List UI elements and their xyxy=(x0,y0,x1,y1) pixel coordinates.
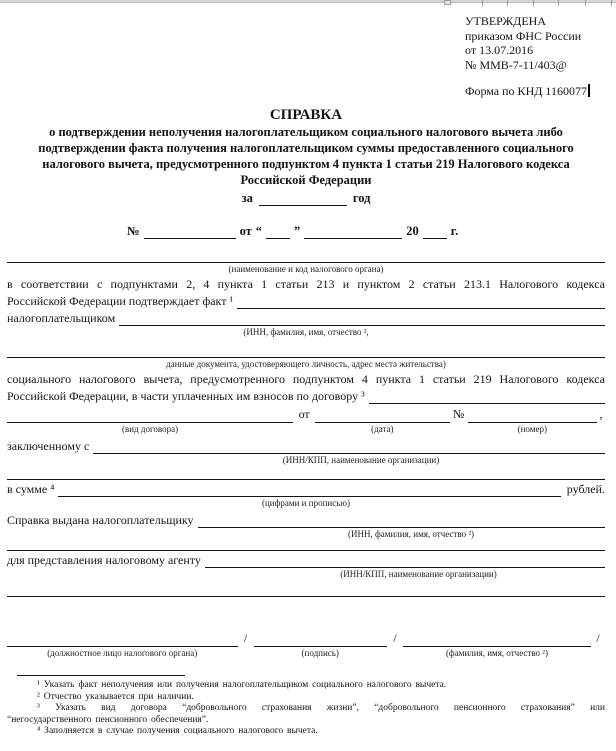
footnote-3-continued: “негосударственного пенсионного обеспечения”. xyxy=(7,714,209,725)
century: 20 xyxy=(406,224,419,238)
contract-row xyxy=(7,406,605,423)
approval-line: приказом ФНС России xyxy=(465,28,582,43)
caption-sum: (цифрами и прописью) xyxy=(261,498,351,508)
field-year2[interactable] xyxy=(423,226,447,239)
gridline-tick xyxy=(482,0,483,6)
agent-label: для представления налоговому агенту xyxy=(7,553,201,567)
number-ot: от xyxy=(239,224,252,238)
approval-line: УТВЕРЖДЕНА xyxy=(465,14,547,28)
sum-suffix: рублей. xyxy=(566,482,605,496)
field-organization[interactable] xyxy=(93,440,605,454)
sum-label: в сумме ⁴ xyxy=(7,482,55,496)
year-row xyxy=(7,190,605,206)
number-sign: № xyxy=(127,224,140,238)
field-extra-line[interactable] xyxy=(7,472,605,480)
field-tax-org[interactable] xyxy=(7,253,605,263)
approval-line: от 13.07.2016 xyxy=(465,43,534,57)
field-fullname[interactable] xyxy=(403,632,591,647)
page-title: СПРАВКА xyxy=(269,107,343,123)
taxpayer-label: налогоплательщиком xyxy=(7,311,116,325)
slash-separator: / xyxy=(243,631,248,645)
number-row xyxy=(125,222,605,239)
signature-row xyxy=(7,631,605,647)
field-fact[interactable] xyxy=(237,295,605,309)
caption-agent: (ИНН/КПП, наименование организации) xyxy=(340,569,497,579)
deduction-text: социального налогового вычета, предусмотренного подпунктом 4 пункта 1 статьи 219 Налогового кодекса xyxy=(7,372,605,386)
contract-comma: , xyxy=(599,407,603,421)
table-cell-mark xyxy=(444,0,451,5)
caption-tax-org: (наименование и код налогового органа) xyxy=(228,264,384,274)
contract-ot: от xyxy=(298,407,310,421)
field-month[interactable] xyxy=(304,226,402,239)
footnote-3: ³ Указать вид договора “добровольного страхования жизни”, “добровольного пенсионного страхования” или xyxy=(37,703,605,713)
field-contract[interactable] xyxy=(369,390,605,404)
caption-organization: (ИНН/КПП, наименование организации) xyxy=(282,455,440,465)
field-issued-to[interactable] xyxy=(198,514,605,528)
form-body xyxy=(7,106,605,738)
field-sum[interactable] xyxy=(58,483,560,497)
concluded-label: заключенному с xyxy=(7,439,90,453)
close-quote: ” xyxy=(294,224,301,238)
field-day[interactable] xyxy=(266,226,290,239)
year-suffix: год xyxy=(352,191,371,205)
caption-identity-doc: данные документа, удостоверяющего личность, адрес места жительства) xyxy=(166,359,446,369)
caption-contract-type: (вид договора) xyxy=(121,424,179,434)
contract-no: № xyxy=(452,407,465,421)
form-code xyxy=(465,84,590,99)
gridline-tick xyxy=(533,0,534,6)
field-official[interactable] xyxy=(7,632,238,647)
caption-signature: (подпись) xyxy=(301,648,339,658)
footnote-4: ⁴ Заполняется в случае получения социального налогового вычета. xyxy=(37,726,318,736)
agent-row xyxy=(7,551,605,568)
concluded-row xyxy=(7,437,605,454)
signature-captions xyxy=(7,647,605,659)
field-taxpayer[interactable] xyxy=(119,312,605,326)
form-code-text: Форма по КНД 1160077 xyxy=(465,84,587,98)
gridline-tick xyxy=(507,0,508,6)
caption-official: (должностное лицо налогового органа) xyxy=(47,648,198,658)
caption-contract-date: (дата) xyxy=(371,424,394,434)
footnote-1: ¹ Указать факт неполучения или получения налогоплательщиком социального налогового вычета. xyxy=(37,680,447,690)
field-number[interactable] xyxy=(144,226,236,239)
field-agent[interactable] xyxy=(205,554,605,568)
caption-contract-number: (номер) xyxy=(517,424,547,434)
text-cursor xyxy=(588,84,590,97)
page-subtitle: о подтверждении неполучения налогоплательщиком социального налогового вычета либо подтверждении факта получения налогоплательщиком суммы предоставленного социального налогового вычета, предусмотренного подпунктом 4 пункта 1 статьи 219 Налогового кодекса xyxy=(38,125,574,171)
slash-separator: / xyxy=(393,631,397,645)
field-contract-type[interactable] xyxy=(7,409,293,423)
sum-row xyxy=(7,480,605,497)
page-subtitle-tail: Российской Федерации xyxy=(240,173,372,187)
footnote-2: ² Отчество указывается при наличии. xyxy=(37,691,194,702)
caption-issued-to: (ИНН, фамилия, имя, отчество ²) xyxy=(347,529,475,539)
taxpayer-row xyxy=(7,309,605,326)
field-extra-line3[interactable] xyxy=(7,589,605,597)
gridline-tick xyxy=(611,0,612,6)
contract-captions xyxy=(7,423,605,435)
accordance-text: в соответствии с подпунктами 2, 4 пункта 1 статьи 213 и пунктом 2 статьи 213.1 Налогового кодекса xyxy=(7,277,605,291)
table-gridline xyxy=(0,0,616,3)
footnotes xyxy=(7,680,605,738)
caption-fullname: (фамилия, имя, отчество ²) xyxy=(445,648,548,658)
slash-separator: / xyxy=(596,631,600,645)
field-identity-doc[interactable] xyxy=(7,348,605,358)
field-year[interactable] xyxy=(259,193,347,206)
issued-label: Справка выдана налогоплательщику xyxy=(7,513,194,527)
open-quote: “ xyxy=(255,224,263,238)
year-prefix: за xyxy=(241,191,253,205)
g-abbrev: г. xyxy=(450,224,459,238)
confirms-label: Российской Федерации подтверждает факт ¹ xyxy=(7,294,234,308)
gridline-tick xyxy=(585,0,586,6)
caption-taxpayer: (ИНН, фамилия, имя, отчество ², xyxy=(243,327,369,337)
issued-row xyxy=(7,511,605,528)
field-signature[interactable] xyxy=(254,632,387,647)
footnote-separator xyxy=(17,675,185,676)
approval-line: № ММВ-7-11/403@ xyxy=(465,57,567,72)
field-contract-number[interactable] xyxy=(468,409,597,423)
contract-intro-label: Российской Федерации, в части уплаченных им взносов по договору ³ xyxy=(7,389,365,403)
field-extra-line2[interactable] xyxy=(7,543,605,551)
field-contract-date[interactable] xyxy=(315,409,449,423)
gridline-tick xyxy=(558,0,559,6)
approval-block xyxy=(465,14,581,72)
confirms-row xyxy=(7,292,605,309)
contract-intro-row xyxy=(7,387,605,404)
